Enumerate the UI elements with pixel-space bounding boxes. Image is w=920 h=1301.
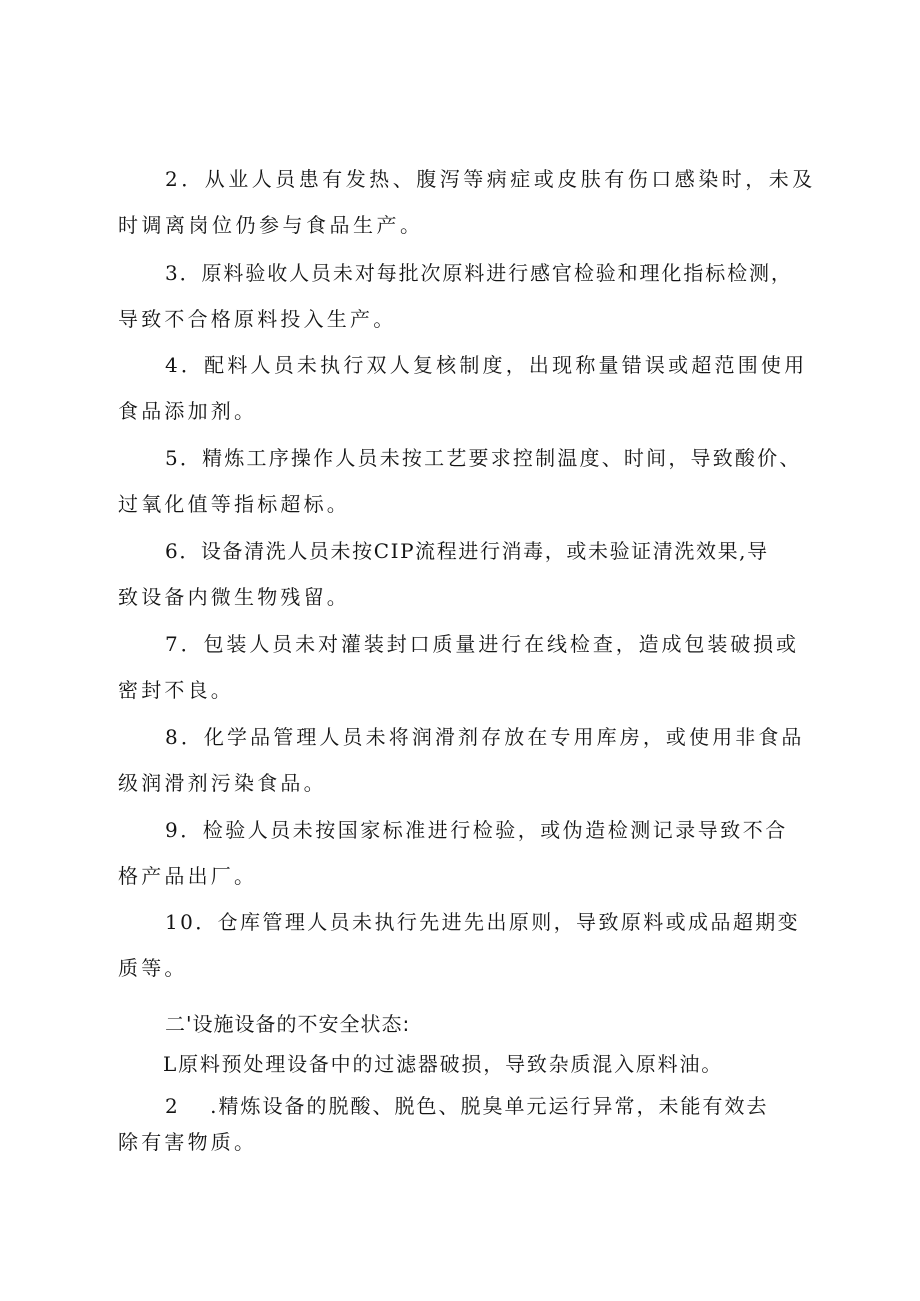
- section-heading: 二'设施设备的不安全状态:: [165, 1012, 411, 1036]
- paragraph-line: 过氧化值等指标超标。: [118, 492, 350, 516]
- section-item-1: [118, 1043, 818, 1085]
- paragraph-item-6: [118, 528, 818, 620]
- paragraph-item-8: [118, 714, 818, 806]
- paragraph-line: 格产品出厂。: [118, 864, 258, 888]
- paragraph-item-5: [118, 435, 818, 527]
- paragraph-item-4: [118, 342, 818, 434]
- paragraph-line: 8．化学品管理人员未将润滑剂存放在专用库房，或使用非食品: [165, 725, 805, 749]
- paragraph-item-10: [118, 899, 818, 991]
- paragraph-line: 时调离岗位仍参与食品生产。: [118, 213, 424, 237]
- paragraph-line: 5．精炼工序操作人员未按工艺要求控制温度、时间，导致酸价、: [165, 446, 802, 470]
- paragraph-line: 密封不良。: [118, 678, 234, 702]
- paragraph-line: 2．从业人员患有发热、腹泻等病症或皮肤有伤口感染时，未及: [165, 167, 816, 191]
- paragraph-line: 质等。: [118, 956, 188, 980]
- paragraph-item-9: [118, 807, 818, 899]
- paragraph-line: 3．原料验收人员未对每批次原料进行感官检验和理化指标检测，: [165, 261, 793, 285]
- paragraph-line: 导致不合格原料投入生产。: [118, 307, 397, 331]
- paragraph-line: 食品添加剂。: [118, 399, 258, 423]
- paragraph-line: 致设备内微生物残留。: [118, 585, 350, 609]
- paragraph-line: 10．仓库管理人员未执行先进先出原则，导致原料或成品超期变: [165, 910, 801, 934]
- paragraph-line: 6．设备清洗人员未按CIP流程进行消毒，或未验证清洗效果,导: [165, 539, 769, 563]
- paragraph-line: 除有害物质。: [118, 1130, 258, 1154]
- paragraph-item-2: [118, 156, 818, 248]
- paragraph-line: 2 .精炼设备的脱酸、脱色、脱臭单元运行异常，未能有效去: [165, 1094, 769, 1118]
- paragraph-line: 7．包装人员未对灌装封口质量进行在线检查，造成包装破损或: [165, 632, 799, 656]
- paragraph-item-7: [118, 621, 818, 713]
- paragraph-line: 级润滑剂污染食品。: [118, 771, 327, 795]
- paragraph-line: 4．配料人员未执行双人复核制度，出现称量错误或超范围使用: [165, 353, 808, 377]
- paragraph-line: L原料预处理设备中的过滤器破损，导致杂质混入原料油。: [163, 1052, 724, 1076]
- section-item-2: [118, 1088, 818, 1160]
- paragraph-line: 9．检验人员未按国家标准进行检验，或伪造检测记录导致不合: [165, 818, 788, 842]
- paragraph-item-3: [118, 250, 818, 342]
